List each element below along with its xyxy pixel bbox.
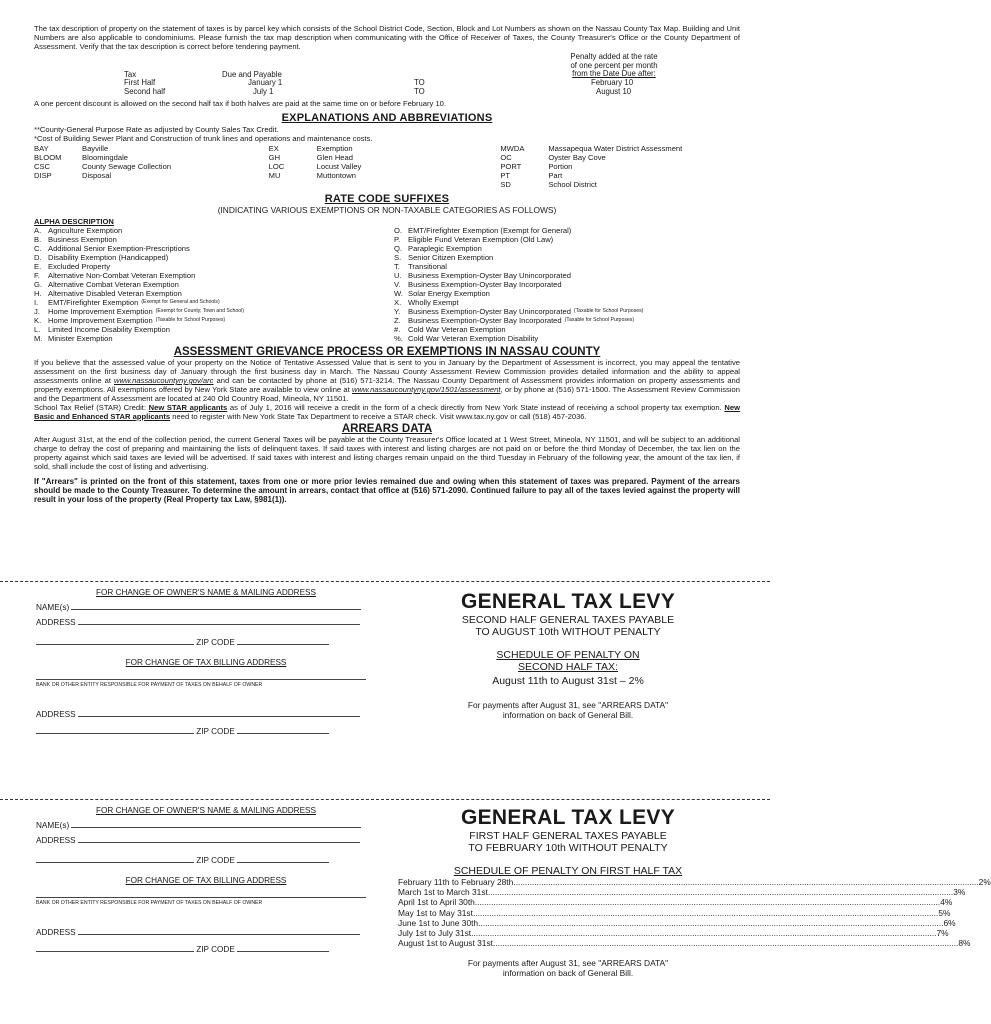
zip-field-2[interactable] <box>237 862 329 863</box>
abbr-code: LOC <box>268 162 285 171</box>
rate-code-letter: X. <box>394 298 402 307</box>
rate-code-letter: G. <box>34 280 43 289</box>
col-tax-head: Tax <box>124 70 137 79</box>
abbr-desc: School District <box>548 180 597 189</box>
rate-code-row <box>394 325 740 334</box>
grievance-text-1: If you believe that the assessed value of your property on the Notice of Tentative Assessed Value that is sent to you in January by the Department of Assessment is incorrect, you may appeal the tentative assessment on the first business day of January through the first business day in March. The Nassau County Assessment Review Commission provides detailed information and the ability to appeal assessments online at <box>34 358 740 385</box>
penalty-head-3: from the Date Due after: <box>572 69 656 79</box>
rate-code-letter: A. <box>34 226 42 235</box>
abbr-desc: Bayville <box>82 144 109 153</box>
rate-code-row <box>34 253 394 262</box>
star-text-1: School Tax Relief (STAR) Credit: <box>34 403 149 412</box>
rate-code-desc: Alternative Non-Combat Veteran Exemption <box>48 271 196 280</box>
abbr-desc: Portion <box>548 162 573 171</box>
rate-code-letter: H. <box>34 289 42 298</box>
owner-head-2: FOR CHANGE OF OWNER'S NAME & MAILING ADDRESS <box>96 806 316 815</box>
abbr-desc: Exemption <box>316 144 353 153</box>
rate-code-desc: EMT/Firefighter Exemption (Exempt for General) <box>408 226 572 235</box>
sched-head-1a: SCHEDULE OF PENALTY ON <box>496 649 640 661</box>
rate-code-letter: Q. <box>394 244 403 253</box>
rate-code-note: (Taxable for School Purposes) <box>155 317 226 323</box>
rate-code-desc: Agriculture Exemption <box>48 226 123 235</box>
penalty-rate: 5% <box>938 907 951 918</box>
stub-second-half <box>398 590 738 720</box>
assessment-link[interactable]: www.nassaucountyny.gov/1501/assessment <box>352 385 501 394</box>
address-label: ADDRESS <box>36 618 76 627</box>
sched-head-1b: SECOND HALF TAX: <box>518 661 618 673</box>
due-schedule <box>34 51 740 99</box>
rate-code-letter: %. <box>394 334 403 343</box>
rate-codes-title: RATE CODE SUFFIXES <box>324 193 450 205</box>
abbr-desc: Part <box>548 171 563 180</box>
rate-code-letter: W. <box>394 289 403 298</box>
penalty-schedule <box>398 877 991 949</box>
abbr-row <box>500 162 740 171</box>
rate-codes <box>34 217 740 343</box>
penalty-leader: ........................................................................................................................................................................................................ <box>478 917 944 928</box>
penalty-leader: ........................................................................................................................................................................................................ <box>487 887 954 898</box>
levy-sub-2a: FIRST HALF GENERAL TAXES PAYABLE <box>469 830 667 842</box>
penalty-period: August 1st to August 31st <box>398 938 493 949</box>
address-field[interactable] <box>78 624 360 625</box>
rate-code-note: (Taxable for School Purposes) <box>564 317 635 323</box>
penalty-leader: ........................................................................................................................................................................................................ <box>471 928 937 939</box>
star-text-3: need to register with New York State Tax Department to receive a STAR check. Visit www.tax.ny.gov or call (518) 457-2036. <box>170 412 587 421</box>
penalty-row <box>398 887 966 898</box>
rate-code-desc: Alternative Combat Veteran Exemption <box>48 280 179 289</box>
penalty-rate: 4% <box>940 897 953 908</box>
rate-code-desc: Business Exemption <box>48 235 117 244</box>
penalty-row <box>398 907 951 918</box>
intro-paragraph: The tax description of property on the statement of taxes is by parcel key which consists of the School District Code, Section, Block and Lot Numbers as shown on the Nassau County Tax Map. Building and Unit Numbers are also applicable to condominiums. Please furnish the tax map description when communicating with the Office of Receiver of Taxes, the County Treasurer's Office or the County Department of Assessment. Verify that the tax description is correct before tendering payment. <box>34 24 740 51</box>
rate-code-letter: U. <box>394 271 402 280</box>
rate-code-row <box>34 334 394 343</box>
row-1-to: TO <box>414 78 425 87</box>
rate-code-desc: Paraplegic Exemption <box>408 244 482 253</box>
abbr-row <box>269 144 501 153</box>
abbr-code: SD <box>500 180 511 189</box>
abbr-code: DISP <box>34 171 52 180</box>
abbr-row <box>34 162 269 171</box>
arc-link[interactable]: www.nassaucountyny.gov/arc <box>114 376 214 385</box>
rate-code-letter: J. <box>34 307 40 316</box>
rate-code-row <box>34 325 394 334</box>
abbr-row <box>500 144 740 153</box>
rate-code-note: (Exempt for General and Schools) <box>141 299 220 305</box>
rate-code-desc: Senior Citizen Exemption <box>408 253 494 262</box>
penalty-leader: ........................................................................................................................................................................................................ <box>474 897 941 908</box>
rate-code-desc: Home Improvement Exemption <box>48 307 153 316</box>
form-2 <box>36 806 376 954</box>
rate-code-row <box>34 235 394 244</box>
note-county-rate: **County-General Purpose Rate as adjusted by County Sales Tax Credit. <box>34 125 279 134</box>
penalty-rate: 3% <box>953 887 966 898</box>
rate-code-note: (Taxable for School Purposes) <box>573 308 644 314</box>
abbr-desc: Disposal <box>82 171 112 180</box>
alpha-head: ALPHA DESCRIPTION <box>34 217 114 226</box>
rate-code-desc: Solar Energy Exemption <box>408 289 490 298</box>
abbr-row <box>500 153 740 162</box>
rate-code-letter: O. <box>394 226 403 235</box>
row-2-to: TO <box>414 87 425 96</box>
abbr-code: CSC <box>34 162 51 171</box>
rate-code-row <box>394 226 740 235</box>
rate-code-row <box>34 226 394 235</box>
billing-city-field-2[interactable] <box>36 951 194 952</box>
rate-code-desc: Transitional <box>408 262 447 271</box>
abbr-code: GH <box>268 153 281 162</box>
tear-line-2 <box>0 799 770 800</box>
rate-code-letter: F. <box>34 271 40 280</box>
star-new-applicants: New STAR applicants <box>148 403 228 412</box>
levy-sub-1b: TO AUGUST 10th WITHOUT PENALTY <box>475 626 661 638</box>
rate-code-letter: D. <box>34 253 42 262</box>
rate-code-row <box>34 262 394 271</box>
names-field-2[interactable] <box>71 827 361 828</box>
rate-code-desc: Alternative Disabled Veteran Exemption <box>48 289 182 298</box>
rate-code-desc: Business Exemption-Oyster Bay Incorporated <box>408 280 562 289</box>
zip-label-4: ZIP CODE <box>196 945 235 954</box>
abbr-row <box>500 180 740 189</box>
rate-code-row <box>394 235 740 244</box>
rate-code-desc: Cold War Veteran Exemption <box>408 325 506 334</box>
abbr-row <box>34 153 269 162</box>
rate-code-desc: Additional Senior Exemption-Prescriptions <box>48 244 190 253</box>
rate-code-row <box>394 298 740 307</box>
foot-1b: information on back of General Bill. <box>502 710 634 720</box>
rate-code-letter: L. <box>34 325 41 334</box>
names-label-2: NAME(s) <box>36 821 70 830</box>
abbr-code: EX <box>268 144 279 153</box>
billing-zip-field-2[interactable] <box>237 951 329 952</box>
rate-code-letter: Z. <box>394 316 401 325</box>
rate-code-desc: Eligible Fund Veteran Exemption (Old Law) <box>408 235 554 244</box>
penalty-period: June 1st to June 30th <box>398 917 479 928</box>
abbr-desc: Massapequa Water District Assessment <box>548 144 683 153</box>
address-label-3: ADDRESS <box>36 836 76 845</box>
abbr-desc: Muttontown <box>316 171 356 180</box>
bank-field-2[interactable] <box>36 897 366 898</box>
abbr-code: PT <box>500 171 511 180</box>
penalty-rate: 7% <box>936 928 949 939</box>
sched-head-2: SCHEDULE OF PENALTY ON FIRST HALF TAX <box>453 865 683 877</box>
grievance-paragraph <box>34 358 740 403</box>
address-label-4: ADDRESS <box>36 928 76 937</box>
rate-code-row <box>394 334 740 343</box>
discount-note: A one percent discount is allowed on the second half tax if both halves are paid at the same time on or before February 10. <box>34 99 446 108</box>
foot-1a: For payments after August 31, see "ARREARS DATA" <box>467 700 669 710</box>
abbreviations <box>34 144 740 189</box>
penalty-rate: 8% <box>958 938 971 949</box>
rate-code-letter: #. <box>394 325 401 334</box>
abbr-code: BLOOM <box>34 153 62 162</box>
star-basic-enhanced: New Basic and Enhanced STAR applicants <box>34 403 740 421</box>
penalty-leader: ........................................................................................................................................................................................................ <box>513 877 979 887</box>
levy-sub-2b: TO FEBRUARY 10th WITHOUT PENALTY <box>468 842 668 854</box>
rate-code-letter: Y. <box>394 307 401 316</box>
foot-2a: For payments after August 31, see "ARREARS DATA" <box>467 958 669 969</box>
zip-label-3: ZIP CODE <box>196 856 235 865</box>
abbr-desc: Bloomingdale <box>82 153 129 162</box>
penalty-leader: ........................................................................................................................................................................................................ <box>472 907 939 918</box>
billing-head: FOR CHANGE OF TAX BILLING ADDRESS <box>125 658 287 667</box>
rate-code-letter: S. <box>394 253 402 262</box>
rate-code-desc: Excluded Property <box>48 262 111 271</box>
rate-code-row <box>34 280 394 289</box>
form-1 <box>36 588 376 736</box>
rate-codes-subtitle: (INDICATING VARIOUS EXEMPTIONS OR NON-TAXABLE CATEGORIES AS FOLLOWS) <box>217 205 557 215</box>
note-sewer: *Cost of Building Sewer Plant and Construction of trunk lines and operations and maintenance costs. <box>34 134 373 143</box>
owner-head: FOR CHANGE OF OWNER'S NAME & MAILING ADDRESS <box>96 588 316 597</box>
rate-code-letter: T. <box>394 262 400 271</box>
penalty-rate: 2% <box>978 877 991 887</box>
explanations-title: EXPLANATIONS AND ABBREVIATIONS <box>281 112 493 124</box>
penalty-row <box>398 938 971 949</box>
billing-zip-field[interactable] <box>237 733 329 734</box>
abbr-code: PORT <box>500 162 522 171</box>
address-label-2: ADDRESS <box>36 710 76 719</box>
abbr-desc: County Sewage Collection <box>82 162 172 171</box>
rate-code-note: (Exempt for County, Town and School) <box>155 308 244 314</box>
abbr-row <box>500 171 740 180</box>
bank-label: BANK OR OTHER ENTITY RESPONSIBLE FOR PAYMENT OF TAXES ON BEHALF OF OWNER <box>36 682 263 688</box>
rate-code-desc: Disability Exemption (Handicapped) <box>48 253 169 262</box>
rate-code-letter: M. <box>34 334 43 343</box>
names-label: NAME(s) <box>36 603 70 612</box>
rate-code-desc: Business Exemption-Oyster Bay Unincorporated <box>408 271 571 280</box>
penalty-row <box>398 917 956 928</box>
abbr-row <box>269 153 501 162</box>
billing-head-2: FOR CHANGE OF TAX BILLING ADDRESS <box>125 876 287 885</box>
rate-code-row <box>394 280 740 289</box>
levy-title-1: GENERAL TAX LEVY <box>460 590 676 613</box>
abbr-row <box>34 144 269 153</box>
penalty-head-1: Penalty added at the rate <box>570 52 658 61</box>
abbr-row <box>269 171 501 180</box>
rate-code-row <box>34 289 394 298</box>
city-field-2[interactable] <box>36 862 194 863</box>
rate-code-row <box>34 307 394 316</box>
abbr-code: OC <box>500 153 512 162</box>
abbr-row <box>269 162 501 171</box>
row-2-after: August 10 <box>596 87 632 96</box>
billing-city-field[interactable] <box>36 733 194 734</box>
abbr-desc: Glen Head <box>316 153 353 162</box>
rate-code-letter: E. <box>34 262 42 271</box>
star-paragraph <box>34 403 740 421</box>
rate-code-row <box>394 244 740 253</box>
abbr-desc: Oyster Bay Cove <box>548 153 606 162</box>
rate-code-row <box>394 307 740 316</box>
bank-label-2: BANK OR OTHER ENTITY RESPONSIBLE FOR PAYMENT OF TAXES ON BEHALF OF OWNER <box>36 900 263 906</box>
rate-code-letter: P. <box>394 235 401 244</box>
rate-code-letter: C. <box>34 244 42 253</box>
rate-code-row <box>34 271 394 280</box>
penalty-row <box>398 877 991 887</box>
penalty-period: March 1st to March 31st <box>398 887 488 898</box>
zip-field[interactable] <box>237 644 329 645</box>
penalty-period: July 1st to July 31st <box>398 928 472 939</box>
grievance-text-3: , or by phone at (516) 571-1500. The Assessment Review Commission and the Department of Assessment are located at 240 Old Country Road, Mineola, NY 11501. <box>34 385 740 403</box>
bank-field[interactable] <box>36 679 366 680</box>
stub-first-half <box>398 806 991 979</box>
address-field-2[interactable] <box>78 842 360 843</box>
sched-line-1: August 11th to August 31st – 2% <box>492 675 644 687</box>
levy-title-2: GENERAL TAX LEVY <box>460 806 676 829</box>
rate-code-letter: I. <box>34 298 39 307</box>
rate-code-letter: K. <box>34 316 42 325</box>
abbr-code: BAY <box>34 144 49 153</box>
arrears-bold: If "Arrears" is printed on the front of this statement, taxes from one or more prior levies remained due and owing when this statement of taxes was prepared. Payment of the arrears should be made to the County Treasurer. To determine the amount in arrears, contact that office at (516) 571-2090. Continued failure to pay all of the taxes levied against the property will result in your loss of the property (Real Property tax Law, §981(1)). <box>34 477 740 504</box>
penalty-row <box>398 928 949 939</box>
star-text-2: as of July 1, 2016 will receive a credit in the form of a check directly from New York State instead of receiving a school property tax exemption. <box>227 403 725 412</box>
rate-code-row <box>394 289 740 298</box>
rate-code-row <box>394 271 740 280</box>
levy-sub-1a: SECOND HALF GENERAL TAXES PAYABLE <box>461 614 675 626</box>
rate-code-desc: Limited Income Disability Exemption <box>48 325 170 334</box>
abbr-code: MU <box>268 171 281 180</box>
rate-code-desc: Cold War Veteran Exemption Disability <box>408 334 539 343</box>
grievance-title: ASSESSMENT GRIEVANCE PROCESS OR EXEMPTIONS IN NASSAU COUNTY <box>173 346 601 358</box>
rate-code-desc: Business Exemption-Oyster Bay Unincorporated <box>408 307 571 316</box>
tear-line-1 <box>0 581 770 582</box>
city-field[interactable] <box>36 644 194 645</box>
names-field[interactable] <box>71 609 361 610</box>
rate-code-row <box>394 262 740 271</box>
rate-code-desc: EMT/Firefighter Exemption <box>48 298 139 307</box>
rate-code-desc: Wholly Exempt <box>408 298 459 307</box>
penalty-head-2: of one percent per month <box>570 60 658 70</box>
rate-code-row <box>394 316 740 325</box>
rate-code-letter: B. <box>34 235 42 244</box>
penalty-rate: 6% <box>943 917 956 928</box>
abbr-desc: Locust Valley <box>316 162 362 171</box>
col-due-head: Due and Payable <box>222 70 282 79</box>
billing-address-field-2[interactable] <box>78 934 360 935</box>
rate-code-row <box>34 316 394 325</box>
rate-code-desc: Home Improvement Exemption <box>48 316 153 325</box>
rate-code-row <box>34 298 394 307</box>
rate-code-desc: Business Exemption-Oyster Bay Incorporated <box>408 316 562 325</box>
penalty-period: May 1st to May 31st <box>398 907 473 918</box>
penalty-row <box>398 897 953 908</box>
penalty-period: April 1st to April 30th <box>398 897 475 908</box>
row-1-due: January 1 <box>248 78 283 87</box>
zip-label-2: ZIP CODE <box>196 727 235 736</box>
rate-code-desc: Minister Exemption <box>48 334 113 343</box>
penalty-period: February 11th to February 28th <box>398 877 514 887</box>
grievance-text-2: and can be contacted by phone at (516) 571-3214. The Nassau County Department of Assessment provides information on property assessments and property exemptions. All exemptions offered by New York State are available to view online at <box>34 376 740 394</box>
row-1-after: February 10 <box>591 78 634 87</box>
rate-code-row <box>394 253 740 262</box>
arrears-paragraph: After August 31st, at the end of the collection period, the current General Taxes will be payable at the County Treasurer's Office located at 1 West Street, Mineola, NY 11501, and will be subject to an additional charge to defray the cost of preparing and maintaining the lists of delinquent taxes. If said taxes with interest and listing charges are not paid on or before the third Monday of December, the tax lien on the property against which said taxes are levied will be advertised. If said taxes with interest and listing charges remain unpaid on the third Tuesday in February of the following year, the amount of the tax lien, if sold, shall include the cost of listing and advertising. <box>34 435 740 471</box>
row-1-tax: First Half <box>124 78 156 87</box>
billing-address-field[interactable] <box>78 716 360 717</box>
rate-code-letter: V. <box>394 280 401 289</box>
abbr-code: MWDA <box>500 144 525 153</box>
row-2-tax: Second half <box>124 87 166 96</box>
row-2-due: July 1 <box>253 87 274 96</box>
arrears-title: ARREARS DATA <box>341 423 433 435</box>
foot-2b: information on back of General Bill. <box>502 968 634 979</box>
penalty-leader: ........................................................................................................................................................................................................ <box>492 938 959 949</box>
rate-code-row <box>34 244 394 253</box>
abbr-row <box>34 171 269 180</box>
zip-label: ZIP CODE <box>196 638 235 647</box>
